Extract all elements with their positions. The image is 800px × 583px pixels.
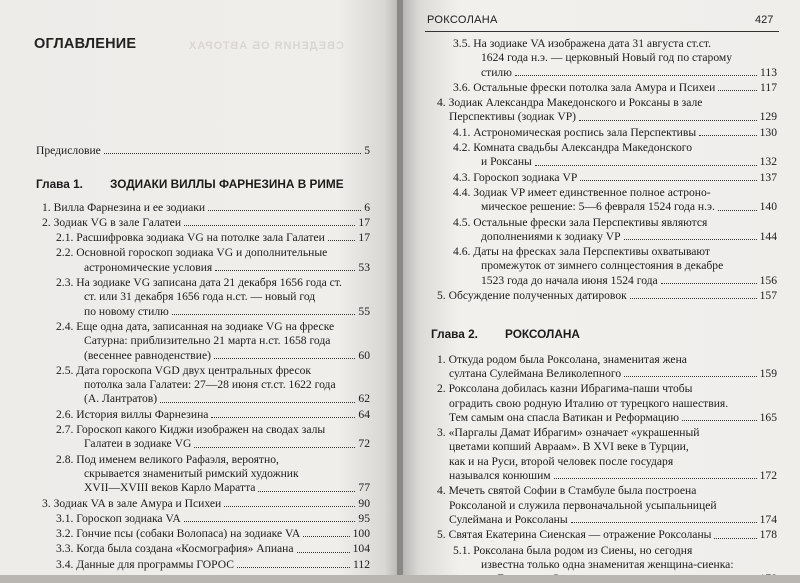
toc-entry-text: 4.3. Гороскоп зодиака VP xyxy=(453,170,578,184)
toc-entry-text: 4.1. Астрономическая роспись зала Перспективы xyxy=(453,125,697,139)
toc-entry-text: 4.2. Комната свадьбы Александра Македонского xyxy=(453,141,693,155)
leader-dots xyxy=(211,417,355,418)
toc-entries-bottom xyxy=(431,353,777,583)
toc-entry[interactable] xyxy=(36,246,370,275)
toc-page-number: 137 xyxy=(759,170,777,184)
toc-entry-text: 3.3. Когда была создана «Космография» Апиана xyxy=(56,542,294,556)
toc-page-number: 117 xyxy=(760,80,777,94)
toc-entry[interactable] xyxy=(36,364,370,407)
toc-entry[interactable] xyxy=(431,289,777,303)
page-number: 427 xyxy=(755,14,774,26)
toc-entry[interactable] xyxy=(431,141,777,170)
toc-page-number: 95 xyxy=(358,511,370,525)
toc-entry-text: 1624 года н.э. — церковный Новый год по старому xyxy=(481,51,733,65)
toc-entry-text: 2.4. Еще одна дата, записанная на зодиаке VG на фреске xyxy=(56,319,335,333)
leader-dots xyxy=(714,538,756,539)
toc-entry-text: и Роксаны xyxy=(481,155,532,169)
toc-entry[interactable] xyxy=(36,512,370,526)
toc-entry-text: назывался конюшим xyxy=(449,469,551,483)
leader-dots xyxy=(580,180,756,181)
toc-entry-text: 2.5. Дата гороскопа VGD двух центральных фресок xyxy=(56,363,312,377)
toc-entry[interactable] xyxy=(36,423,370,452)
toc-entry-text: 1. Откуда родом была Роксолана, знаменитая жена xyxy=(437,352,687,366)
toc-entries-top xyxy=(431,37,777,303)
toc-entry-text: 3.4. Данные для программы ГОРОС xyxy=(56,557,234,571)
toc-entry-text: 4. Зодиак Александра Македонского и Роксаны в зале xyxy=(437,96,703,110)
toc-page-number: 157 xyxy=(759,289,777,303)
leader-dots xyxy=(624,376,756,377)
toc-entry-text: XVII—XVIII веков Карло Маратта xyxy=(84,481,256,495)
leader-dots xyxy=(718,90,757,91)
toc-entry[interactable] xyxy=(36,453,370,496)
toc-entry-text: промежуток от зимнего солнцестояния в декабре xyxy=(481,259,724,273)
right-page xyxy=(403,0,800,583)
toc-entry[interactable] xyxy=(36,276,370,319)
toc-page-number: 112 xyxy=(353,557,370,571)
running-head: РОКСОЛАНА xyxy=(427,14,498,26)
toc-entry-text: 1523 года до начала июня 1524 года xyxy=(481,273,658,287)
toc-page-number: 130 xyxy=(759,125,777,139)
toc-page-number: 172 xyxy=(759,469,777,483)
chapter-name: РОКСОЛАНА xyxy=(505,327,580,342)
toc-entry-text: 2. Роксолана добилась казни Ибрагима-паши чтобы xyxy=(437,382,693,396)
toc-entry-text: цветами копший Авраам». В XVI веке в Турции, xyxy=(449,440,689,454)
leader-dots xyxy=(184,521,356,522)
toc-entry-text: Тем самым она спасла Ватикан и Реформацию xyxy=(449,410,679,424)
toc-entry-text: 3. «Паргалы Дамат Ибрагим» означает «украшенный xyxy=(437,426,700,440)
toc-entry[interactable] xyxy=(36,497,370,511)
toc-entry-text: 3.1. Гороскоп зодиака VA xyxy=(56,511,181,525)
leader-dots xyxy=(258,491,355,492)
toc-page-number: 6 xyxy=(364,200,370,214)
toc-entry-text: ст. или 31 декабря 1656 года н.ст. — новый год xyxy=(84,290,316,304)
toc-entry-text: 3.6. Остальные фрески потолка зала Амура и Психеи xyxy=(453,80,716,94)
toc-entry-preface[interactable] xyxy=(36,144,370,158)
toc-page-number: 55 xyxy=(358,304,370,318)
page-bottom-edge xyxy=(0,575,800,583)
toc-entry[interactable] xyxy=(36,542,370,556)
leader-dots xyxy=(194,447,355,448)
toc-entry[interactable] xyxy=(36,558,370,572)
toc-page-number: 17 xyxy=(358,215,370,229)
toc-entry-text: 4.5. Остальные фрески зала Перспективы являются xyxy=(453,215,708,229)
leader-dots xyxy=(682,420,757,421)
toc-entry-text: 2. Зодиак VG в зале Галатеи xyxy=(42,215,182,229)
leader-dots xyxy=(661,283,757,284)
toc-entry-text: 3.2. Гончие псы (собаки Волопаса) на зодиаке VA xyxy=(56,527,301,541)
leader-dots xyxy=(515,75,757,76)
leader-dots xyxy=(571,522,757,523)
leader-dots xyxy=(303,536,349,537)
chapter-heading-2[interactable] xyxy=(431,327,777,341)
toc-page-number: 62 xyxy=(358,392,370,406)
toc-entry[interactable] xyxy=(36,201,370,215)
leader-dots xyxy=(214,358,355,359)
toc-entry-text: 2.6. История виллы Фарнезина xyxy=(56,407,209,421)
toc-page-number: 113 xyxy=(760,65,777,79)
toc-entry-text: Предисловие xyxy=(36,144,101,157)
leader-dots xyxy=(224,506,355,507)
toc-page-number: 159 xyxy=(759,366,777,380)
toc-entry-text: 4. Мечеть святой Софии в Стамбуле была построена xyxy=(437,484,697,498)
toc-entry-text: 4.4. Зодиак VP имеет единственное полное астроно- xyxy=(453,185,711,199)
chapter-heading-1[interactable] xyxy=(36,177,370,191)
toc-entry-text: 4.6. Даты на фресках зала Перспективы охватывают xyxy=(453,245,710,259)
chapter-label: Глава 2. xyxy=(431,327,478,342)
toc-entry[interactable] xyxy=(431,37,777,80)
toc-entry-text: известна только одна знаменитая женщина-сиенка: xyxy=(481,557,734,571)
toc-entry-text: Перспективы (зодиак VP) xyxy=(449,110,577,124)
toc-entry-text: астрономические условия xyxy=(84,260,213,274)
toc-page-number: 104 xyxy=(352,542,370,556)
toc-page-number: 60 xyxy=(358,348,370,362)
toc-entry-text: Роксоланой и служила первоначальной усыпальницей xyxy=(449,498,717,512)
toc-entry-text: 1. Вилла Фарнезина и ее зодиаки xyxy=(42,200,206,214)
toc-page-number: 132 xyxy=(759,155,777,169)
toc-entry-text: стилю xyxy=(481,65,512,79)
toc-entry[interactable] xyxy=(36,527,370,541)
toc-entry-text: Галатеи в зодиаке VG xyxy=(84,437,192,451)
toc-entry-text: султана Сулеймана Великолепного xyxy=(449,366,622,380)
toc-entry-text: по новому стилю xyxy=(84,304,169,318)
left-page xyxy=(0,0,397,583)
toc-page-number: 178 xyxy=(759,528,777,542)
toc-page-number: 53 xyxy=(358,260,370,274)
toc-entry[interactable] xyxy=(431,216,777,245)
toc-entry-text: 2.1. Расшифровка зодиака VG на потолке зала Галатеи xyxy=(56,231,325,245)
header-rule xyxy=(425,31,779,32)
toc-page-number: 90 xyxy=(358,496,370,510)
leader-dots xyxy=(104,153,361,154)
leader-dots xyxy=(699,135,756,136)
toc-entry-text: Сатурна: приблизительно 21 марта н.ст. 1658 года xyxy=(84,334,331,348)
toc-entry[interactable] xyxy=(431,484,777,527)
toc-entry-text: мическое решение: 5—6 февраля 1524 года н.э. xyxy=(481,200,715,214)
leader-dots xyxy=(624,239,757,240)
toc-page-number: 129 xyxy=(759,110,777,124)
toc-entry-text: 2.3. На зодиаке VG записана дата 21 декабря 1656 года ст. xyxy=(56,276,342,290)
toc-page-number: 5 xyxy=(364,144,370,157)
leader-dots xyxy=(297,552,350,553)
toc-page-number: 17 xyxy=(358,231,370,245)
toc-entry[interactable] xyxy=(36,231,370,245)
toc-entries xyxy=(36,201,370,572)
toc-entry-text: 5. Святая Екатерина Сиенская — отражение Роксоланы xyxy=(437,528,712,542)
toc-entry[interactable] xyxy=(431,426,777,483)
leader-dots xyxy=(579,120,757,121)
toc-entry[interactable] xyxy=(431,186,777,215)
bleed-through-text: СВЕДЕНИЯ ОБ АВТОРАХ xyxy=(188,40,344,52)
toc-entry-text: 2.8. Под именем великого Рафаэля, вероятно, xyxy=(56,452,279,466)
page-title: ОГЛАВЛЕНИЕ xyxy=(34,36,137,52)
toc-page-number: 144 xyxy=(759,229,777,243)
toc-entry[interactable] xyxy=(431,126,777,140)
toc-page-number: 140 xyxy=(759,200,777,214)
toc-entry-text: оградить свою родную Италию от турецкого нашествия. xyxy=(449,396,729,410)
toc-page-number: 165 xyxy=(759,410,777,424)
toc-right xyxy=(431,37,777,583)
toc-entry[interactable] xyxy=(431,96,777,125)
toc-entry-text: 3.5. На зодиаке VA изображена дата 31 августа ст.ст. xyxy=(453,37,711,50)
toc-entry[interactable] xyxy=(431,245,777,288)
toc-entry[interactable] xyxy=(431,81,777,95)
toc-page-number: 100 xyxy=(352,527,370,541)
leader-dots xyxy=(718,210,757,211)
toc-entry[interactable] xyxy=(431,353,777,382)
toc-page-number: 156 xyxy=(759,273,777,287)
toc-left xyxy=(36,144,370,573)
toc-entry[interactable] xyxy=(431,171,777,185)
toc-page-number: 64 xyxy=(358,407,370,421)
leader-dots xyxy=(535,165,757,166)
leader-dots xyxy=(172,314,356,315)
leader-dots xyxy=(237,567,350,568)
toc-entry-text: (весеннее равноденствие) xyxy=(84,348,211,362)
toc-entry[interactable] xyxy=(36,216,370,230)
chapter-name: ЗОДИАКИ ВИЛЛЫ ФАРНЕЗИНА В РИМЕ xyxy=(110,177,344,192)
toc-entry[interactable] xyxy=(431,382,777,425)
toc-entry[interactable] xyxy=(431,528,777,542)
toc-entry-text: 2.7. Гороскоп какого Киджи изображен на сводах залы xyxy=(56,423,326,437)
chapter-label: Глава 1. xyxy=(36,177,83,192)
toc-entry-text: потолка зала Галатеи: 27—28 июня ст.ст. 1622 года xyxy=(84,378,336,392)
toc-entry-text: Сулеймана и Роксоланы xyxy=(449,512,568,526)
toc-page-number: 174 xyxy=(759,512,777,526)
leader-dots xyxy=(208,210,361,211)
leader-dots xyxy=(184,225,355,226)
leader-dots xyxy=(160,402,355,403)
toc-entry-text: 5. Обсуждение полученных датировок xyxy=(437,289,627,303)
leader-dots xyxy=(630,298,757,299)
toc-page-number: 77 xyxy=(358,481,370,495)
toc-entry-text: (А. Лантратов) xyxy=(84,392,158,406)
toc-page-number: 72 xyxy=(358,437,370,451)
toc-entry-text: как и на Руси, второй человек после государя xyxy=(449,454,674,468)
toc-entry-text: дополнениями к зодиаку VP xyxy=(481,229,621,243)
toc-entry[interactable] xyxy=(36,408,370,422)
leader-dots xyxy=(215,270,355,271)
toc-entry-text: скрывается знаменитый римский художник xyxy=(84,466,299,480)
toc-entry-text: 3. Зодиак VA в зале Амура и Психеи xyxy=(42,496,222,510)
toc-entry[interactable] xyxy=(36,320,370,363)
toc-entry-text: 5.1. Роксолана была родом из Сиены, но сегодня xyxy=(453,543,693,557)
leader-dots xyxy=(554,478,757,479)
toc-entry-text: 2.2. Основной гороскоп зодиака VG и дополнительные xyxy=(56,246,328,260)
leader-dots xyxy=(328,240,356,241)
